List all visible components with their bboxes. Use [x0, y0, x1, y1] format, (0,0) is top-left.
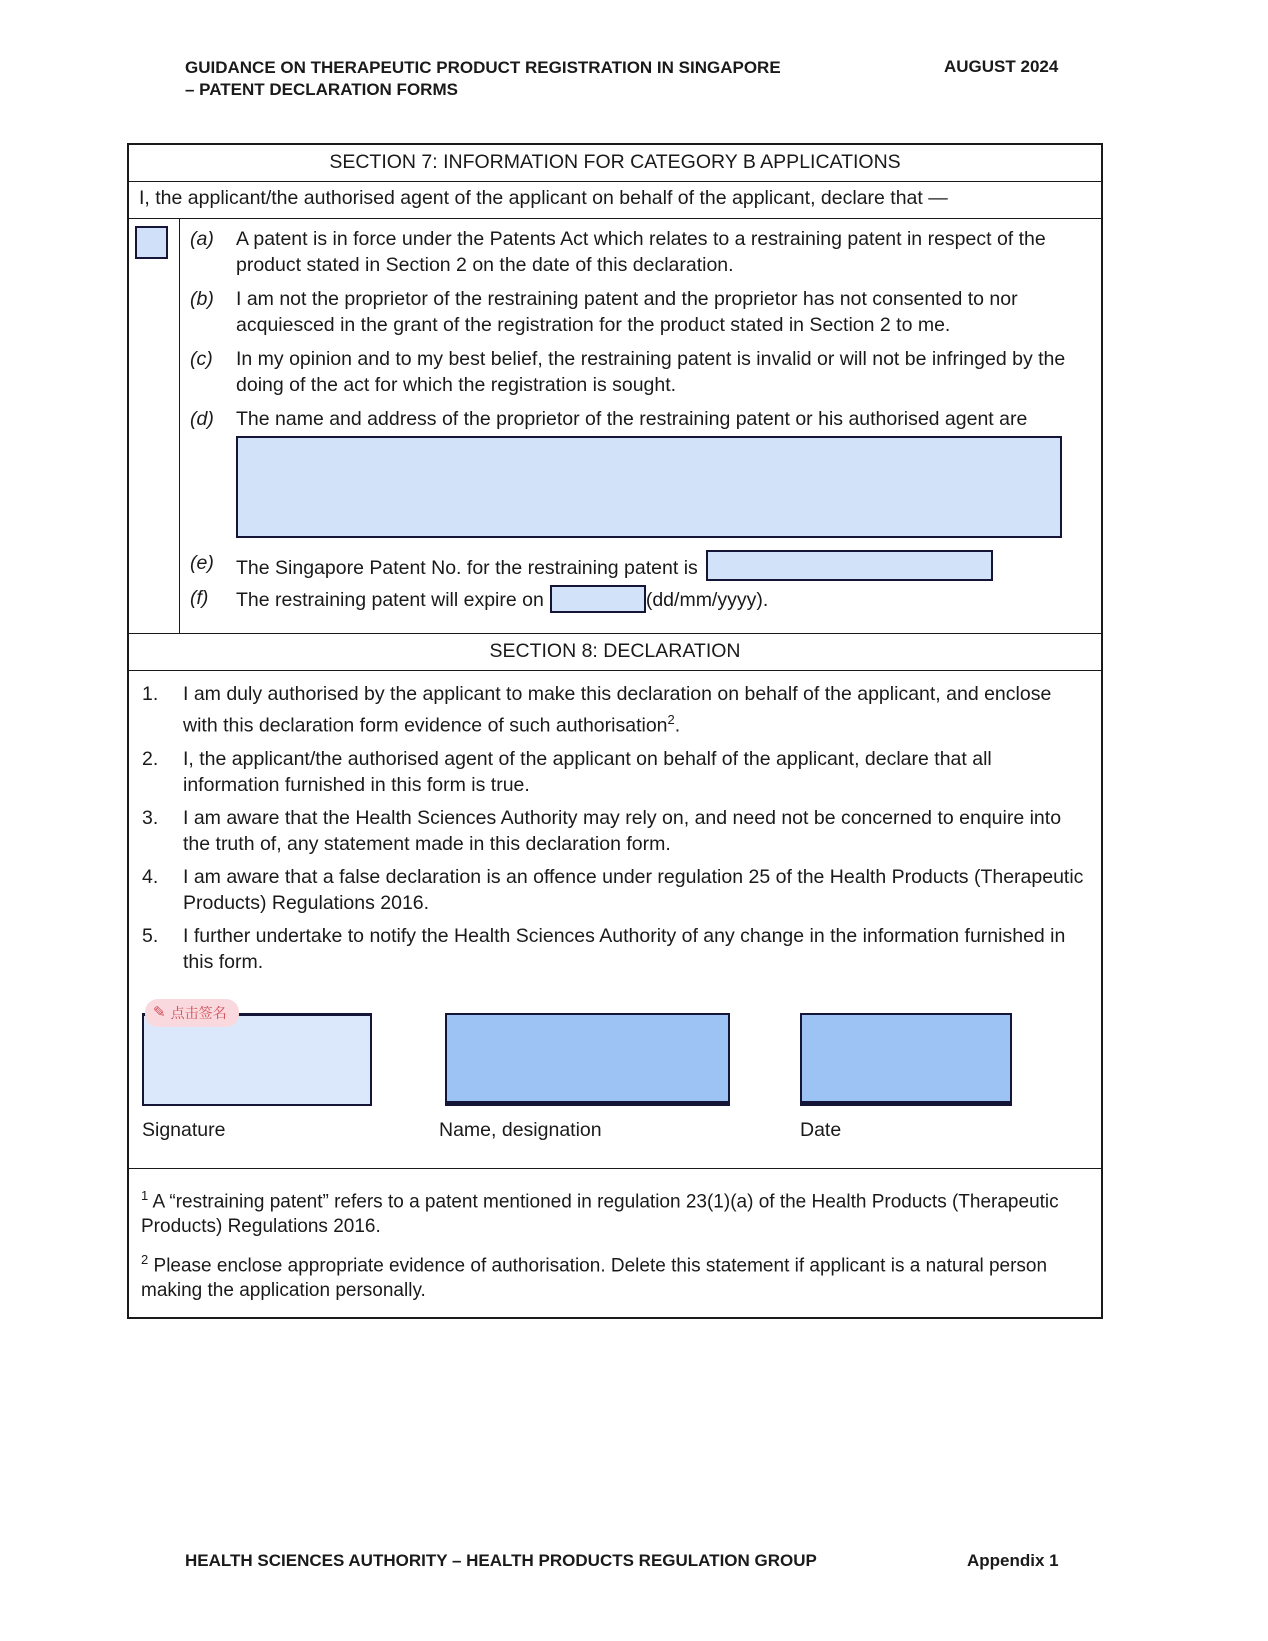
name-designation-label: Name, designation: [439, 1118, 602, 1141]
list-item-b: [190, 286, 1093, 338]
document-footer-title: HEALTH SCIENCES AUTHORITY – HEALTH PRODUCTS REGULATION GROUP: [185, 1551, 817, 1570]
item-d-text: The name and address of the proprietor of the restraining patent or his authorised agent are: [236, 408, 1028, 430]
list-item-e: [190, 550, 1093, 581]
footnote-1-sup: 1: [141, 1187, 149, 1203]
item-2-text: I, the applicant/the authorised agent of the applicant on behalf of the applicant, declare that all information furnished in this form is true.: [183, 747, 992, 796]
section8-content: [129, 671, 1101, 1142]
section7-title: SECTION 7: INFORMATION FOR CATEGORY B APPLICATIONS: [129, 145, 1101, 182]
declaration-item-5: [142, 923, 1091, 975]
item-4-text: I am aware that a false declaration is an offence under regulation 25 of the Health Products (Therapeutic Products) Regulations 2016.: [183, 865, 1084, 914]
expiry-date-field[interactable]: [550, 585, 646, 613]
declaration-item-2: [142, 746, 1091, 798]
list-item-c: [190, 346, 1093, 398]
click-to-sign-badge[interactable]: [145, 999, 239, 1027]
list-item-a: [190, 226, 1093, 278]
item-d-label: (d): [190, 408, 214, 430]
footnote-2-text: Please enclose appropriate evidence of authorisation. Delete this statement if applicant is a natural person making the application personally.: [141, 1255, 1048, 1302]
section7-intro: I, the applicant/the authorised agent of the applicant on behalf of the applicant, declare that —: [129, 182, 1101, 219]
signature-label: Signature: [142, 1118, 226, 1141]
singapore-patent-no-field[interactable]: [706, 550, 993, 581]
item-a-text: A patent is in force under the Patents Act which relates to a restraining patent in respect of the product stated in Section 2 on the date of this declaration.: [236, 228, 1046, 276]
footnote-2-marker: 2: [667, 712, 675, 727]
item-5-number: 5.: [142, 924, 159, 947]
footnote-1-text: A “restraining patent” refers to a patent mentioned in regulation 23(1)(a) of the Health Products (Therapeutic Products) Regulations 2016.: [141, 1190, 1059, 1237]
signature-labels-row: [142, 1119, 1091, 1142]
item-f-text: The restraining patent will expire on: [236, 589, 544, 611]
header-line-2: – PATENT DECLARATION FORMS: [185, 80, 458, 99]
document-header-title: [185, 57, 781, 101]
item-1-number: 1.: [142, 683, 159, 705]
item-e-label: (e): [190, 552, 214, 574]
header-line-1: GUIDANCE ON THERAPEUTIC PRODUCT REGISTRATION IN SINGAPORE: [185, 58, 781, 77]
checkbox-column: [129, 219, 180, 633]
item-a-label: (a): [190, 228, 214, 250]
section7-items: [180, 219, 1101, 633]
item-f-label: (f): [190, 587, 209, 609]
item-c-label: (c): [190, 348, 213, 370]
signature-row: [142, 1004, 1091, 1106]
category-b-checkbox[interactable]: [135, 226, 168, 259]
declaration-item-4: [142, 864, 1091, 916]
click-to-sign-label: 点击签名: [170, 1004, 227, 1021]
section7-items-row: [129, 219, 1101, 634]
list-item-d: [190, 406, 1093, 432]
name-designation-field[interactable]: [445, 1013, 730, 1106]
date-field[interactable]: [800, 1013, 1012, 1106]
footnote-2-sup: 2: [141, 1251, 149, 1267]
item-3-text: I am aware that the Health Sciences Authority may rely on, and need not be concerned to enquire into the truth of, any statement made in this declaration form.: [183, 806, 1062, 855]
declaration-item-3: [142, 805, 1091, 857]
footnote-1: [141, 1183, 1087, 1239]
signature-field-wrap: [142, 1004, 372, 1106]
item-5-text: I further undertake to notify the Health Sciences Authority of any change in the information furnished in this form.: [183, 924, 1066, 973]
footnotes-section: [129, 1168, 1101, 1318]
item-f-line: [236, 585, 768, 613]
header-date: AUGUST 2024: [944, 57, 1059, 76]
item-b-label: (b): [190, 288, 214, 310]
item-e-line: [236, 550, 993, 581]
date-label: Date: [800, 1118, 842, 1141]
form-table: [127, 143, 1103, 1319]
item-e-text: The Singapore Patent No. for the restraining patent is: [236, 557, 698, 579]
proprietor-address-field[interactable]: [236, 436, 1062, 538]
pen-icon: ✎: [153, 1004, 166, 1021]
item-4-number: 4.: [142, 865, 159, 888]
list-item-f: [190, 585, 1093, 613]
item-1-text-tail: .: [674, 714, 681, 737]
appendix-label: Appendix 1: [967, 1551, 1059, 1570]
footnote-2: [141, 1247, 1087, 1303]
item-b-text: I am not the proprietor of the restraining patent and the proprietor has not consented to nor acquiesced in the grant of the registration for the product stated in Section 2 to me.: [236, 288, 1018, 336]
item-f-suffix: (dd/mm/yyyy).: [645, 589, 769, 611]
declaration-item-1: [142, 681, 1091, 739]
item-1-text-body: I am duly authorised by the applicant to make this declaration on behalf of the applicant, and enclose with this declaration form evidence of such authorisation: [183, 683, 1052, 737]
item-2-number: 2.: [142, 747, 159, 770]
section8-title: SECTION 8: DECLARATION: [129, 634, 1101, 671]
item-c-text: In my opinion and to my best belief, the restraining patent is invalid or will not be infringed by the doing of the act for which the registration is sought.: [236, 348, 1066, 396]
item-3-number: 3.: [142, 806, 159, 829]
item-1-text: [183, 681, 1091, 739]
